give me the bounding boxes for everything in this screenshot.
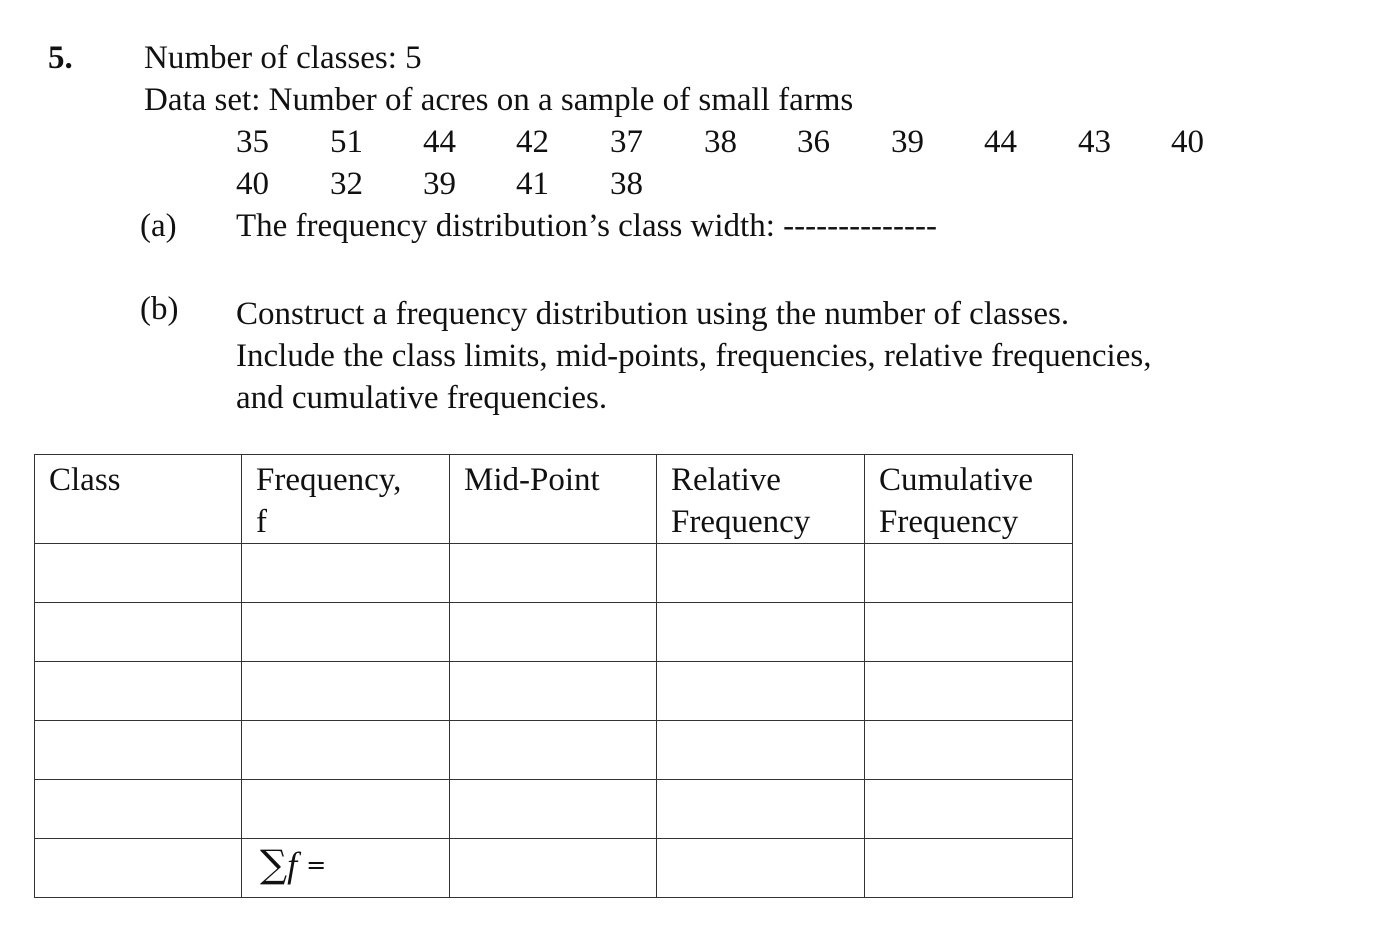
table-row [35, 780, 1073, 839]
header-relative-frequency: Relative Frequency [657, 455, 865, 544]
header-class: Class [35, 455, 242, 544]
empty-cell[interactable] [450, 780, 657, 839]
sigma-symbol: ∑ [260, 842, 288, 886]
empty-cell[interactable] [657, 603, 865, 662]
part-b-label: (b) [140, 291, 179, 327]
part-b-text [236, 293, 1151, 419]
data-value: 35 [236, 124, 269, 160]
data-value: 36 [797, 124, 830, 160]
empty-cell[interactable] [35, 839, 242, 898]
header-midpoint: Mid-Point [450, 455, 657, 544]
empty-cell[interactable] [35, 780, 242, 839]
data-value: 42 [516, 124, 549, 160]
part-b-line: and cumulative frequencies. [236, 380, 608, 416]
data-value: 43 [1078, 124, 1111, 160]
empty-cell[interactable] [865, 721, 1073, 780]
data-value: 44 [984, 124, 1017, 160]
empty-cell[interactable] [657, 662, 865, 721]
part-b-line: Construct a frequency distribution using the number of classes. [236, 296, 1070, 332]
part-a-label: (a) [140, 208, 177, 244]
data-value: 38 [704, 124, 737, 160]
table-row [35, 544, 1073, 603]
table-row [35, 603, 1073, 662]
data-value: 40 [1171, 124, 1204, 160]
empty-cell[interactable] [450, 662, 657, 721]
empty-cell[interactable] [657, 721, 865, 780]
data-value: 44 [423, 124, 456, 160]
data-value: 39 [891, 124, 924, 160]
sum-frequency-cell[interactable] [242, 839, 450, 898]
number-of-classes: Number of classes: 5 [144, 40, 422, 76]
sum-frequency-label [260, 842, 327, 886]
frequency-distribution-table [34, 454, 1073, 898]
dataset-description: Data set: Number of acres on a sample of small farms [144, 82, 854, 118]
empty-cell[interactable] [865, 544, 1073, 603]
empty-cell[interactable] [450, 721, 657, 780]
data-value: 41 [516, 166, 549, 202]
data-value: 51 [330, 124, 363, 160]
empty-cell[interactable] [242, 662, 450, 721]
empty-cell[interactable] [865, 839, 1073, 898]
table-row [35, 721, 1073, 780]
empty-cell[interactable] [35, 721, 242, 780]
empty-cell[interactable] [242, 721, 450, 780]
empty-cell[interactable] [450, 544, 657, 603]
empty-cell[interactable] [657, 780, 865, 839]
table-sum-row [35, 839, 1073, 898]
table-header-row [35, 455, 1073, 544]
data-value: 38 [610, 166, 643, 202]
empty-cell[interactable] [865, 780, 1073, 839]
empty-cell[interactable] [450, 603, 657, 662]
data-value: 40 [236, 166, 269, 202]
empty-cell[interactable] [242, 780, 450, 839]
empty-cell[interactable] [35, 603, 242, 662]
empty-cell[interactable] [242, 603, 450, 662]
part-b-line: Include the class limits, mid-points, frequencies, relative frequencies, [236, 338, 1152, 374]
empty-cell[interactable] [657, 839, 865, 898]
header-frequency: Frequency, f [242, 455, 450, 544]
data-value: 32 [330, 166, 363, 202]
f-symbol: f [287, 845, 298, 885]
data-value: 39 [423, 166, 456, 202]
empty-cell[interactable] [865, 662, 1073, 721]
equals-symbol: = [306, 851, 327, 879]
empty-cell[interactable] [657, 544, 865, 603]
empty-cell[interactable] [242, 544, 450, 603]
question-number: 5. [48, 40, 73, 76]
empty-cell[interactable] [35, 662, 242, 721]
empty-cell[interactable] [35, 544, 242, 603]
empty-cell[interactable] [865, 603, 1073, 662]
table-row [35, 662, 1073, 721]
empty-cell[interactable] [450, 839, 657, 898]
part-a-text: The frequency distribution’s class width: -------------- [236, 208, 937, 244]
header-cumulative-frequency: Cumulative Frequency [865, 455, 1073, 544]
data-value: 37 [610, 124, 643, 160]
